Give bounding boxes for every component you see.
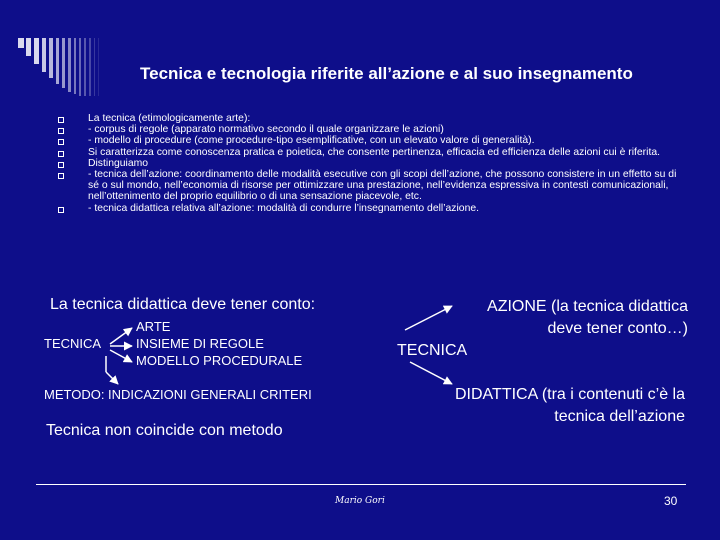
bullet-item <box>58 158 688 169</box>
left-diagram-method: METODO: INDICAZIONI GENERALI CRITERI <box>44 387 312 402</box>
bullet-item <box>58 124 688 135</box>
bullet-item <box>58 169 688 203</box>
checkbox-bullet-icon <box>58 128 64 134</box>
checkbox-bullet-icon <box>58 151 64 157</box>
bullet-text: Si caratterizza come conoscenza pratica e poietica, che consente pertinenza, efficacia ed efficienza delle azioni cui è riferita. <box>88 146 660 158</box>
bullet-text: Distinguiamo <box>88 157 149 169</box>
left-diagram-target-modello: MODELLO PROCEDURALE <box>136 353 303 368</box>
bullet-text: - corpus di regole (apparato normativo secondo il quale organizzare le azioni) <box>88 124 444 136</box>
bullet-item <box>58 135 688 146</box>
decorative-stripes <box>16 36 136 96</box>
left-diagram-target-arte: ARTE <box>136 319 171 334</box>
bullet-text: - tecnica didattica relativa all’azione: modalità di condurre l’insegnamento dell’azione. <box>88 202 480 214</box>
slide-title: Tecnica e tecnologia riferite all’azione e al suo insegnamento <box>140 64 633 83</box>
bullet-item <box>58 113 688 124</box>
right-diagram-center: TECNICA <box>397 342 468 359</box>
checkbox-bullet-icon <box>58 162 64 168</box>
checkbox-bullet-icon <box>58 139 64 145</box>
bullet-item <box>58 203 688 214</box>
checkbox-bullet-icon <box>58 207 64 213</box>
right-diagram-top: AZIONE (la tecnica didattica deve tener conto…) <box>487 298 688 337</box>
checkbox-bullet-icon <box>58 173 64 179</box>
page-number: 30 <box>664 494 678 508</box>
checkbox-bullet-icon <box>58 117 64 123</box>
left-diagram-conclusion: Tecnica non coincide con metodo <box>46 422 283 439</box>
left-diagram-heading: La tecnica didattica deve tener conto: <box>50 296 316 313</box>
bullet-text: - modello di procedure (come procedure-tipo esemplificative, con un elevato valore di generalità). <box>88 135 535 147</box>
bullet-text: - tecnica dell’azione: coordinamento delle modalità esecutive con gli scopi dell’azione, che possono consistere in un effetto su di sé o sul mondo, nell’economia di risorse per ottimizzare una prestazione, nell’evidenza espressiva in contesti comunicazionali, nell’ottenimento del proprio equilibrio o di una sensazione piacevole, etc. <box>88 169 677 203</box>
left-diagram-target-regole: INSIEME DI REGOLE <box>136 336 264 351</box>
bullet-list <box>58 113 688 214</box>
footer-author: Mario Gori <box>335 496 385 506</box>
bullet-text: La tecnica (etimologicamente arte): <box>88 113 251 124</box>
right-diagram-bottom: DIDATTICA (tra i contenuti c’è la tecnica dell’azione <box>455 386 685 425</box>
footer-divider <box>36 484 686 485</box>
bullet-item <box>58 147 688 158</box>
left-diagram-source: TECNICA <box>44 336 102 351</box>
